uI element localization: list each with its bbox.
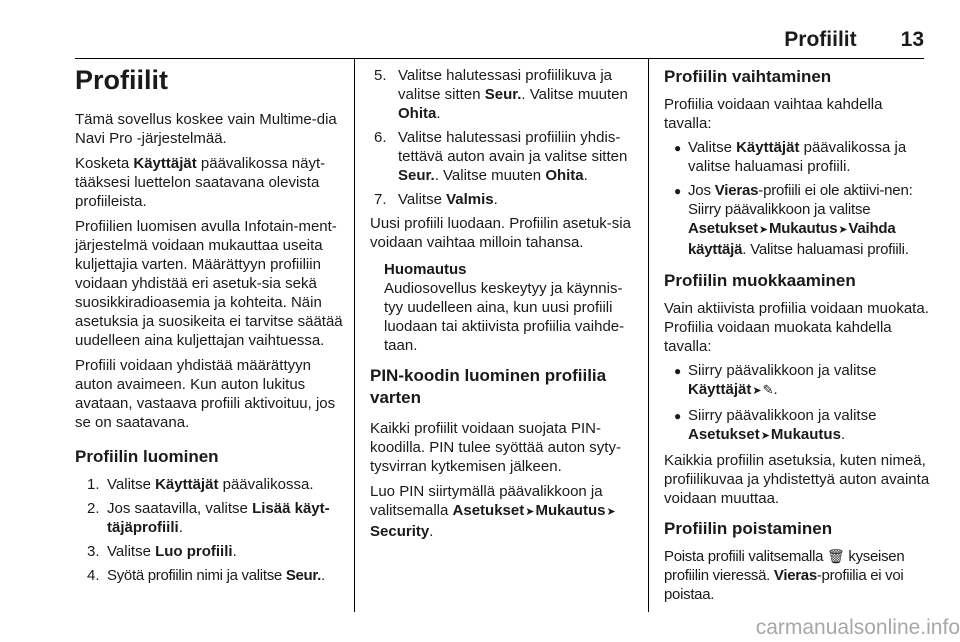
text-run: . — [436, 105, 441, 122]
menu-term: Käyttäjät — [688, 381, 752, 398]
step-text — [107, 499, 345, 537]
text-run: . — [583, 167, 588, 184]
step-text — [398, 66, 637, 123]
step-text — [107, 566, 345, 585]
running-head — [784, 28, 924, 52]
note-text: Audiosovellus keskeytyy ja käynnis-tyy uudelleen aina, kun uusi profiili luodaan tai aktiivista profiilia vaihde-taan. — [384, 280, 625, 354]
menu-term: Käyttäjät — [736, 139, 800, 156]
step-6 — [370, 128, 637, 185]
text-run: Jos — [688, 182, 715, 199]
edit-paragraph-2: Kaikkia profiilin asetuksia, kuten nimeä, profiilikuvaa ja yhdistettyä auton avainta voidaan muuttaa. — [664, 452, 930, 507]
step-text — [107, 542, 345, 561]
text-run: . — [840, 426, 846, 443]
bullet-item — [664, 406, 932, 446]
menu-term: Ohita — [545, 167, 584, 184]
text-run: päävalikossa näyt-tääksesi luettelon saatavana olevista profiileista. — [75, 155, 326, 210]
text-run: Siirry päävalikkoon ja valitse — [688, 362, 877, 379]
column-divider-1 — [354, 58, 355, 612]
step-1 — [75, 475, 345, 494]
note-box — [384, 260, 637, 355]
heading-delete-profile: Profiilin poistaminen — [664, 519, 833, 538]
text-run: . — [429, 523, 434, 540]
step-2 — [75, 499, 345, 537]
page-number: 13 — [900, 28, 924, 51]
bullet-icon — [664, 361, 688, 401]
step-3 — [75, 542, 345, 561]
step-number: 5. — [374, 67, 387, 84]
triangle-arrow-right-icon: ➤ — [760, 430, 770, 442]
text-run: Poista profiili valitsemalla — [664, 548, 828, 565]
menu-term: Asetukset — [688, 220, 758, 237]
text-run: päävalikossa ja valitse haluamasi profiili. — [688, 139, 907, 175]
step-5 — [370, 66, 637, 123]
text-run: Valitse — [107, 476, 156, 493]
menu-term: Lisää käyt-täjäprofiili — [107, 500, 330, 536]
heading-switch-profile: Profiilin vaihtaminen — [664, 67, 832, 86]
step-number: 2. — [87, 500, 100, 517]
menu-term: Valmis — [446, 191, 494, 208]
watermark: carmanualsonline.info — [755, 616, 960, 639]
text-run: . Valitse muuten — [521, 86, 628, 103]
delete-paragraph — [664, 547, 932, 604]
menu-term: Asetukset — [452, 502, 525, 519]
text-run: kyseisen profiilin vieressä. — [664, 548, 905, 584]
edit-paragraph: Vain aktiivista profiilia voidaan muokata. Profiilia voidaan muokata kahdella tavalla: — [664, 300, 929, 355]
text-run: päävalikossa. — [218, 476, 314, 493]
text-run: Kosketa — [75, 155, 134, 172]
column-divider-2 — [648, 58, 649, 612]
menu-term: Security — [370, 523, 430, 540]
triangle-arrow-right-icon: ➤ — [606, 506, 616, 518]
text-run: Luo PIN siirtymällä päävalikkoon ja valitsemalla — [370, 483, 603, 519]
bullet-text — [688, 406, 932, 446]
created-paragraph: Uusi profiili luodaan. Profiilin asetuk-sia voidaan vaihtaa milloin tahansa. — [370, 215, 631, 251]
text-run: Valitse halutessasi profiiliin yhdis-tettävä auton avain ja valitse sitten — [398, 129, 628, 165]
menu-term: Käyttäjät — [155, 476, 219, 493]
key-paragraph: Profiili voidaan yhdistää määrättyyn auton avaimeen. Kun auton lukitus avataan, vastaava profiili aktivoituu, jos se on saatavana. — [75, 357, 336, 431]
text-run: Syötä profiilin nimi ja valitse — [107, 567, 286, 584]
text-run: . — [321, 567, 325, 584]
menu-term-kayttajat: Käyttäjät — [133, 155, 197, 172]
menu-term: Luo profiili — [155, 543, 233, 560]
menu-term: Mukautus — [770, 426, 841, 443]
menu-term: Seur. — [285, 567, 321, 584]
step-number: 3. — [87, 543, 100, 560]
profiles-paragraph: Profiilien luomisen avulla Infotain-ment-järjestelmä voidaan mukauttaa useita kuljettajia varten. Määrättyyn profiiliin voidaan yhdistää eri asetuk-sia sekä suosikkiradioasemia ja kohteita. Näin asetuksia ja suosikeita ei tarvitse säätää uudelleen aina kuljettajan vaihtuessa. — [75, 218, 343, 349]
menu-term: Seur. — [484, 86, 522, 103]
bullet-text — [688, 361, 932, 401]
menu-term: Vieras — [714, 182, 759, 199]
heading-create-profile: Profiilin luominen — [75, 447, 219, 466]
step-4 — [75, 566, 345, 585]
step-number: 6. — [374, 129, 387, 146]
pencil-icon: ✎ — [762, 382, 774, 397]
heading-pin: PIN-koodin luominen profiilia varten — [370, 366, 607, 407]
text-run: . — [493, 191, 498, 208]
note-title: Huomautus — [384, 261, 467, 278]
text-run: -profiilia ei voi poistaa. — [664, 567, 904, 603]
column-middle — [370, 66, 637, 547]
step-7 — [370, 190, 637, 209]
heading-edit-profile: Profiilin muokkaaminen — [664, 271, 856, 290]
menu-term: Mukautus — [768, 220, 838, 237]
triangle-arrow-right-icon: ➤ — [758, 224, 768, 236]
text-run: . Valitse muuten — [434, 167, 546, 184]
text-run: Valitse halutessasi profiilikuva ja valitse sitten — [398, 67, 612, 103]
page-title: Profiilit — [75, 65, 168, 95]
step-text — [398, 190, 637, 209]
triangle-arrow-right-icon: ➤ — [525, 506, 535, 518]
users-paragraph — [75, 154, 345, 211]
text-run: Siirry päävalikkoon ja valitse — [688, 407, 877, 424]
text-run: -profiili ei ole aktiivi-nen: Siirry päävalikkoon ja valitse — [688, 182, 913, 218]
section-title: Profiilit — [784, 28, 857, 51]
text-run: . — [773, 381, 778, 398]
menu-term: Vaihda käyttäjä — [688, 220, 896, 258]
trash-can-icon: 🗑 — [827, 548, 845, 564]
menu-term: Vieras — [773, 567, 817, 584]
triangle-arrow-right-icon: ➤ — [752, 385, 762, 397]
pin-paragraph-2 — [370, 482, 637, 541]
bullet-item — [664, 361, 932, 401]
step-number: 1. — [87, 476, 100, 493]
bullet-icon — [664, 138, 688, 176]
step-text — [107, 475, 345, 494]
step-number: 7. — [374, 191, 387, 208]
text-run: Valitse — [398, 191, 447, 208]
menu-term: Asetukset — [688, 426, 760, 443]
text-run: Valitse — [688, 139, 737, 156]
menu-term: Ohita — [398, 105, 437, 122]
menu-term: Mukautus — [535, 502, 606, 519]
text-run: Jos saatavilla, valitse — [107, 500, 253, 517]
text-run: . — [232, 543, 237, 560]
bullet-item — [664, 138, 932, 176]
triangle-arrow-right-icon: ➤ — [838, 224, 848, 236]
column-left — [75, 58, 345, 590]
text-run: . — [178, 519, 183, 536]
step-number: 4. — [87, 567, 100, 584]
step-text — [398, 128, 637, 185]
bullet-icon — [664, 406, 688, 446]
bullet-text — [688, 181, 932, 259]
text-run: . Valitse haluamasi profiili. — [742, 241, 909, 258]
column-right — [664, 66, 932, 609]
pin-paragraph-1: Kaikki profiilit voidaan suojata PIN-koodilla. PIN tulee syöttää auton syty-tysvirran kytkemisen jälkeen. — [370, 420, 621, 475]
bullet-text — [688, 138, 932, 176]
bullet-icon — [664, 181, 688, 259]
intro-paragraph: Tämä sovellus koskee vain Multime-dia Navi Pro -järjestelmää. — [75, 111, 337, 147]
bullet-item — [664, 181, 932, 259]
text-run: Valitse — [107, 543, 156, 560]
switch-paragraph: Profiilia voidaan vaihtaa kahdella tavalla: — [664, 96, 883, 132]
menu-term: Seur. — [398, 167, 435, 184]
